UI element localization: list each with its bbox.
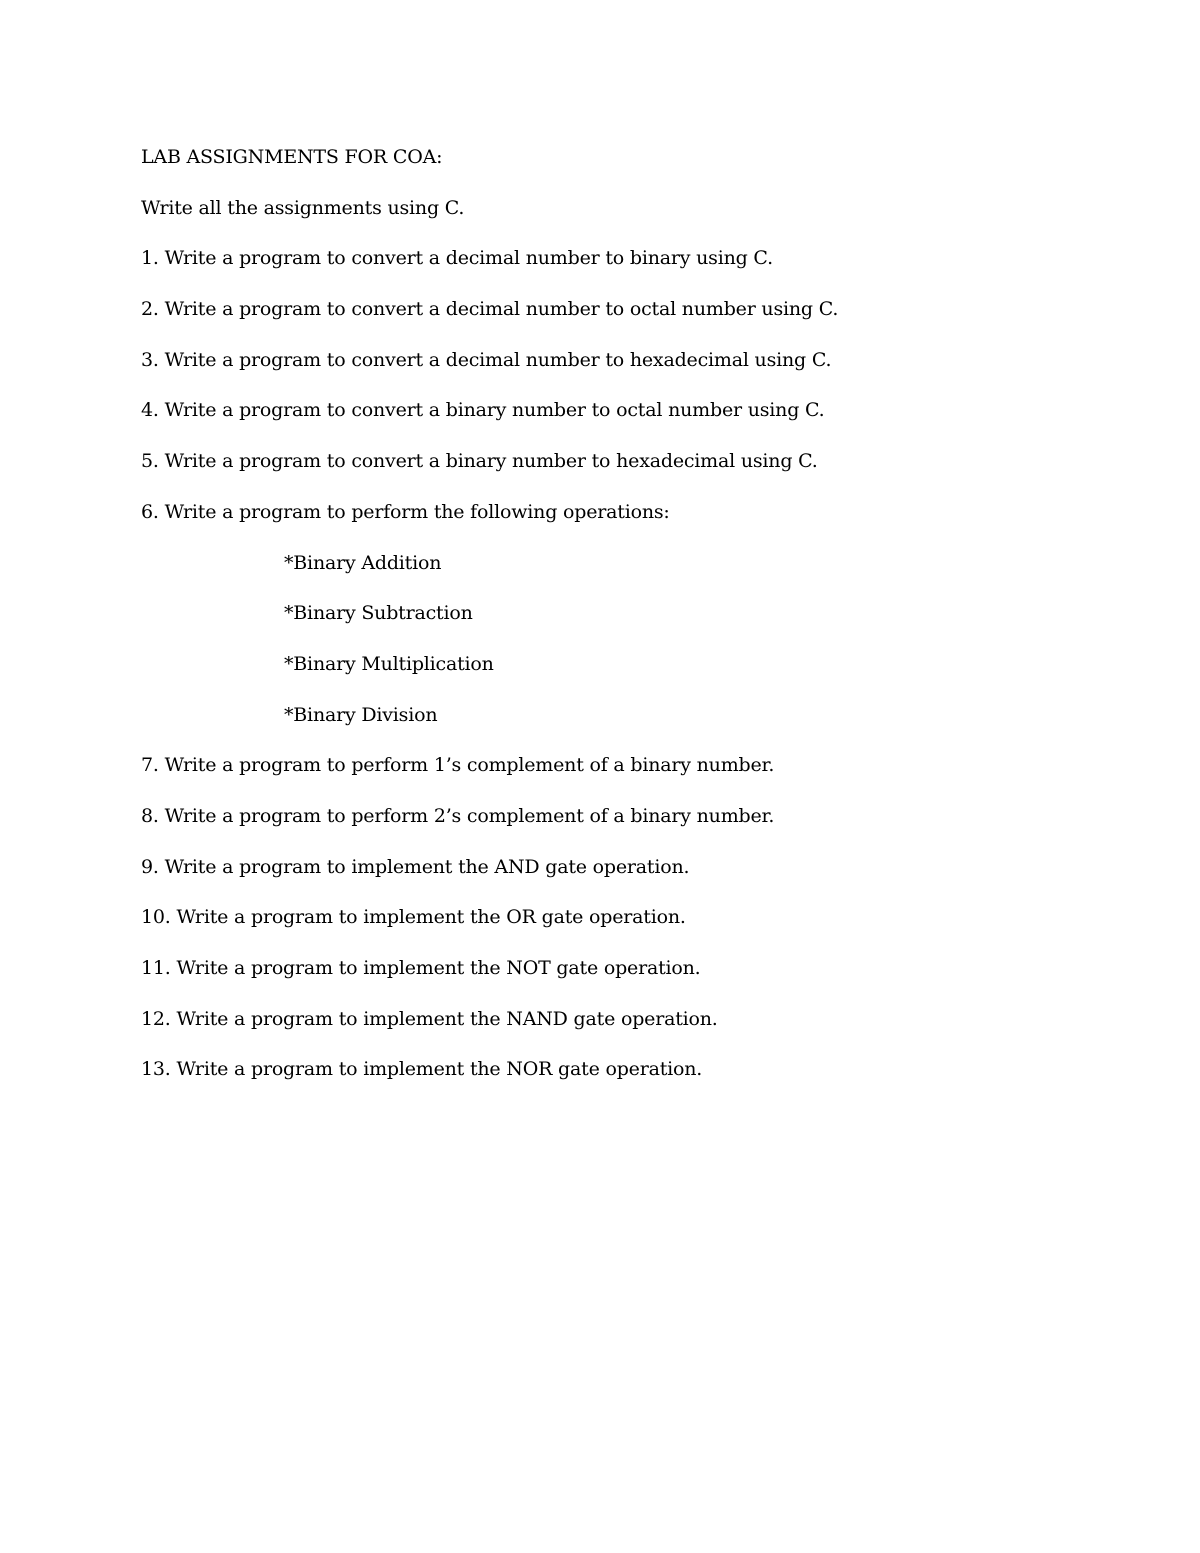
assignment-item-7: 7. Write a program to perform 1’s complement of a binary number.: [141, 754, 775, 777]
assignment-item-3: 3. Write a program to convert a decimal number to hexadecimal using C.: [141, 348, 832, 371]
operation-binary-division: *Binary Division: [284, 703, 438, 726]
document-heading: LAB ASSIGNMENTS FOR COA:: [141, 146, 443, 168]
assignment-item-4: 4. Write a program to convert a binary number to octal number using C.: [141, 399, 825, 422]
assignment-item-13: 13. Write a program to implement the NOR gate operation.: [141, 1058, 703, 1081]
operation-binary-addition: *Binary Addition: [284, 551, 442, 574]
assignment-item-5: 5. Write a program to convert a binary number to hexadecimal using C.: [141, 450, 818, 473]
assignment-item-11: 11. Write a program to implement the NOT gate operation.: [141, 957, 701, 979]
assignment-item-8: 8. Write a program to perform 2’s complement of a binary number.: [141, 804, 775, 827]
document-body: [141, 143, 1101, 1106]
assignment-item-9: 9. Write a program to implement the AND gate operation.: [141, 855, 690, 878]
assignment-item-1: 1. Write a program to convert a decimal number to binary using C.: [141, 247, 773, 270]
document-instruction: Write all the assignments using C.: [141, 196, 465, 219]
assignment-item-12: 12. Write a program to implement the NAND gate operation.: [141, 1007, 718, 1030]
assignment-item-2: 2. Write a program to convert a decimal number to octal number using C.: [141, 298, 839, 321]
operation-binary-multiplication: *Binary Multiplication: [284, 652, 494, 675]
assignment-item-10: 10. Write a program to implement the OR gate operation.: [141, 906, 686, 929]
operation-binary-subtraction: *Binary Subtraction: [284, 602, 473, 625]
assignment-item-6: 6. Write a program to perform the following operations:: [141, 500, 670, 523]
